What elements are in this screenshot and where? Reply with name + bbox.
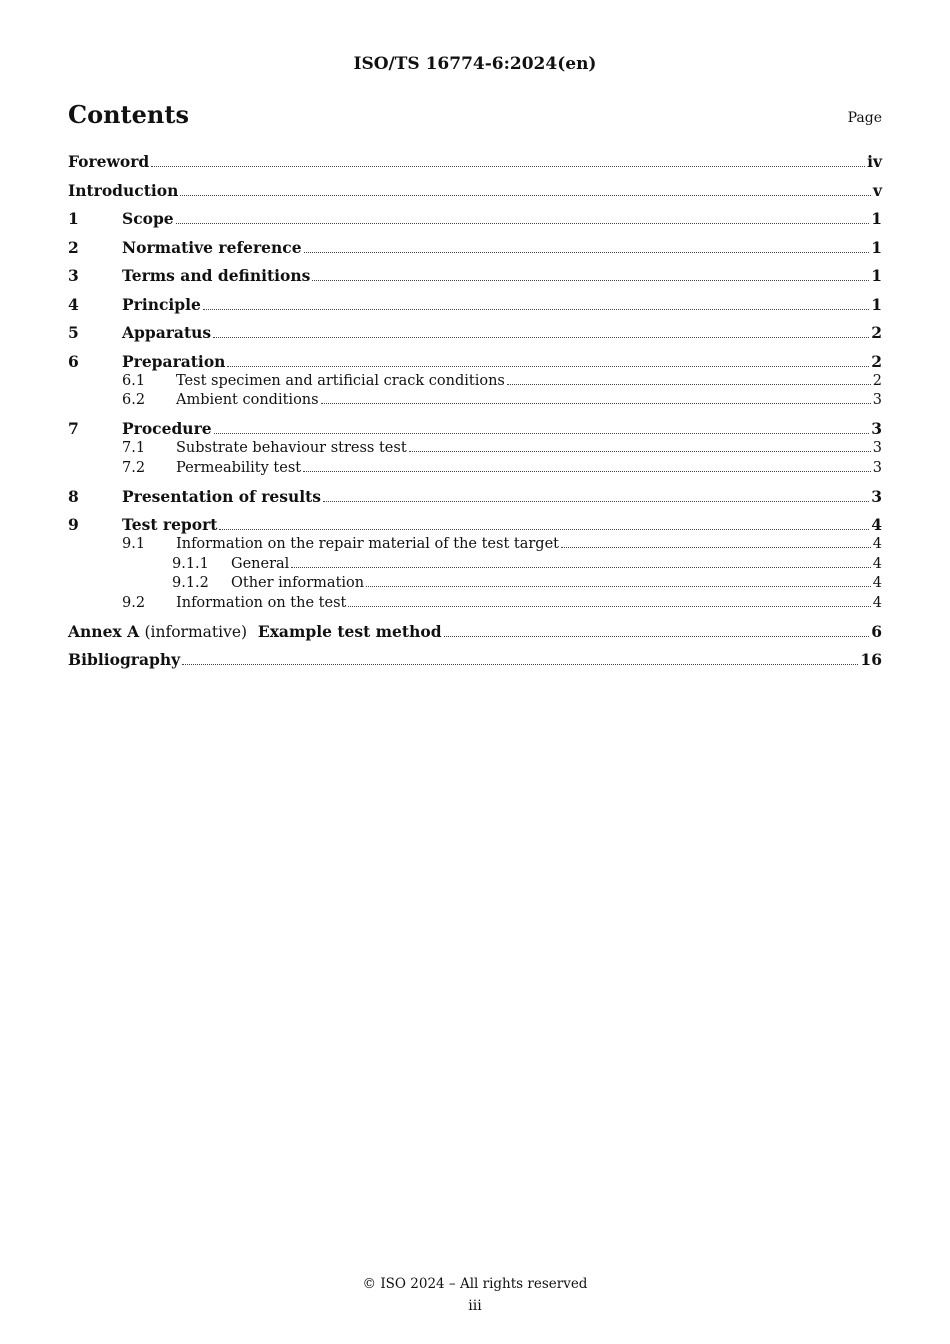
toc-entry-terms[interactable] <box>68 266 882 286</box>
toc-entry-number: 9.1 <box>122 536 146 552</box>
dot-leader <box>219 529 869 530</box>
dot-leader <box>312 280 869 281</box>
toc-entry-page: 1 <box>871 237 882 257</box>
toc-entry-page: 3 <box>871 419 882 438</box>
toc-entry-number: 5 <box>68 323 79 342</box>
annex-label: Annex A <box>68 621 140 641</box>
dot-leader <box>304 252 870 253</box>
annex-title: Example test method <box>257 621 442 641</box>
toc-entry-page: 1 <box>871 294 882 314</box>
toc-entry-number: 7.2 <box>122 459 146 476</box>
toc-entry-page: 3 <box>872 459 882 476</box>
page-column-label: Page <box>847 110 882 126</box>
toc-entry-title: Test specimen and artificial crack conditions <box>176 372 505 389</box>
toc-entry-9-2[interactable] <box>68 594 882 614</box>
toc-entry-normative-reference[interactable] <box>68 238 882 258</box>
dot-leader <box>444 636 870 637</box>
toc-entry-presentation-of-results[interactable] <box>68 487 882 507</box>
toc-entry-apparatus[interactable] <box>68 323 882 343</box>
toc-entry-title: Ambient conditions <box>176 392 319 408</box>
toc-entry-6-1[interactable] <box>68 372 882 392</box>
toc-entry-title: Permeability test <box>176 459 302 476</box>
dot-leader <box>561 547 871 548</box>
dot-leader <box>227 366 869 367</box>
dot-leader <box>214 433 870 434</box>
toc-entry-page: 1 <box>871 209 882 228</box>
toc-entry-title: Preparation <box>122 351 226 371</box>
toc-entry-page: 4 <box>872 575 882 591</box>
dot-leader <box>291 567 870 568</box>
toc-entry-6-2[interactable] <box>68 391 882 411</box>
toc-entry-7-1[interactable] <box>68 439 882 459</box>
toc-entry-page: 2 <box>871 323 882 342</box>
toc-entry-title: Normative reference <box>122 237 302 257</box>
toc-entry-number: 6.1 <box>122 372 146 389</box>
toc-entry-number: 7 <box>68 419 79 438</box>
toc-entry-foreword[interactable] <box>68 152 882 172</box>
toc-entry-number: 9.1.1 <box>172 555 209 572</box>
toc-entry-9-1[interactable] <box>68 535 882 555</box>
toc-entry-procedure[interactable] <box>68 419 882 439</box>
dot-leader <box>409 451 871 452</box>
toc-entry-annex-a[interactable] <box>68 622 882 642</box>
toc-entry-number: 4 <box>68 294 79 314</box>
toc-entry-7-2[interactable] <box>68 459 882 479</box>
toc-entry-title: Scope <box>122 209 174 228</box>
dot-leader <box>321 403 871 404</box>
toc-entry-principle[interactable] <box>68 295 882 315</box>
table-of-contents <box>68 152 882 670</box>
dot-leader <box>213 337 869 338</box>
toc-entry-page: 16 <box>860 650 882 669</box>
contents-title: Contents <box>68 100 189 129</box>
toc-entry-title <box>68 622 442 642</box>
toc-entry-number: 9.2 <box>122 594 146 611</box>
toc-entry-number: 6.2 <box>122 392 146 408</box>
toc-entry-number: 9.1.2 <box>172 575 209 591</box>
toc-entry-preparation[interactable] <box>68 352 882 372</box>
toc-entry-page: 2 <box>872 372 882 389</box>
toc-entry-title: Bibliography <box>68 650 181 669</box>
dot-leader <box>182 664 858 665</box>
dot-leader <box>176 223 870 224</box>
toc-entry-number: 7.1 <box>122 440 146 456</box>
toc-entry-page: 3 <box>872 440 882 456</box>
copyright-footer: © ISO 2024 – All rights reserved <box>362 1276 588 1292</box>
toc-entry-number: 9 <box>68 515 79 534</box>
dot-leader <box>366 586 871 587</box>
toc-entry-title: Principle <box>122 294 201 314</box>
toc-entry-number: 3 <box>68 266 79 285</box>
toc-entry-9-1-2[interactable] <box>68 574 882 594</box>
toc-entry-test-report[interactable] <box>68 515 882 535</box>
annex-informative-label: (informative) <box>144 622 248 641</box>
toc-entry-page: 6 <box>871 621 882 641</box>
toc-entry-title: Procedure <box>122 419 212 438</box>
toc-entry-number: 1 <box>68 209 79 228</box>
toc-entry-title: Terms and definitions <box>122 266 311 285</box>
toc-entry-page: v <box>872 180 882 200</box>
toc-entry-number: 2 <box>68 237 79 257</box>
toc-entry-number: 6 <box>68 351 79 371</box>
dot-leader <box>303 471 871 472</box>
dot-leader <box>507 384 871 385</box>
toc-entry-bibliography[interactable] <box>68 650 882 670</box>
toc-entry-introduction[interactable] <box>68 181 882 201</box>
toc-entry-page: 4 <box>871 515 882 534</box>
toc-entry-page: iv <box>867 152 882 171</box>
toc-entry-title: Introduction <box>68 180 179 200</box>
toc-entry-page: 4 <box>872 555 882 572</box>
toc-entry-title: General <box>231 555 290 572</box>
toc-entry-title: Other information <box>231 575 365 591</box>
toc-entry-page: 3 <box>872 392 882 408</box>
toc-entry-page: 2 <box>871 351 882 371</box>
toc-entry-9-1-1[interactable] <box>68 555 882 575</box>
document-id-header: ISO/TS 16774-6:2024(en) <box>353 54 597 74</box>
toc-entry-page: 1 <box>871 266 882 285</box>
dot-leader <box>323 501 869 502</box>
toc-entry-title: Substrate behaviour stress test <box>176 440 407 456</box>
toc-entry-title: Apparatus <box>122 323 212 342</box>
page-number: iii <box>468 1298 482 1314</box>
dot-leader <box>151 166 865 167</box>
toc-entry-title: Foreword <box>68 152 150 171</box>
toc-entry-scope[interactable] <box>68 209 882 229</box>
toc-entry-title: Information on the repair material of the test target <box>176 536 559 552</box>
toc-entry-page: 3 <box>871 486 882 506</box>
toc-entry-title: Test report <box>122 515 218 534</box>
toc-entry-title: Presentation of results <box>122 486 321 506</box>
toc-entry-page: 4 <box>872 536 882 552</box>
dot-leader <box>203 309 869 310</box>
dot-leader <box>180 195 871 196</box>
toc-entry-page: 4 <box>872 594 882 611</box>
toc-entry-number: 8 <box>68 486 79 506</box>
toc-entry-title: Information on the test <box>176 594 347 611</box>
dot-leader <box>348 606 870 607</box>
